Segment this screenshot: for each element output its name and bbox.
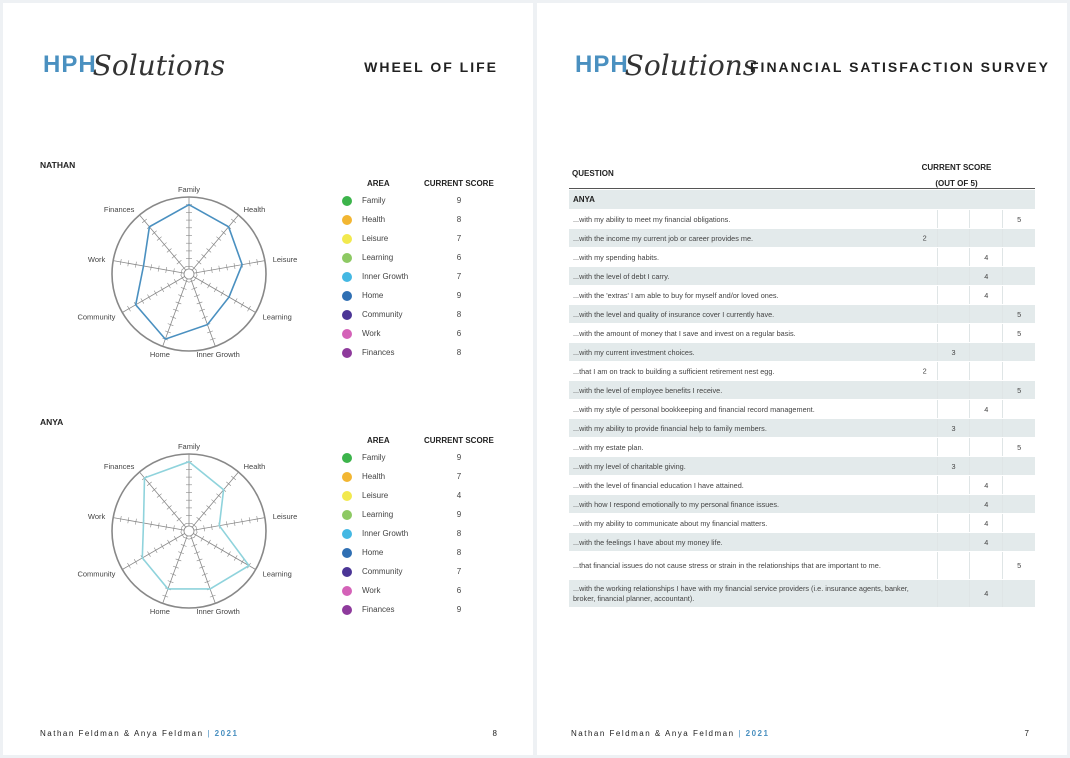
survey-score-cell (937, 248, 970, 267)
wheel-tick (201, 536, 204, 541)
legend-area-name: Work (362, 329, 381, 338)
survey-score-cell (1003, 248, 1035, 267)
wheel-area-label: Finances (103, 461, 135, 471)
survey-table (569, 190, 1035, 608)
legend-color-dot (342, 310, 352, 320)
wheel-tick (161, 544, 164, 549)
legend-row (338, 231, 508, 250)
footer-year: 2021 (214, 729, 239, 738)
footer-separator: | (207, 729, 211, 738)
survey-score-cell (937, 552, 970, 580)
survey-row (569, 229, 1035, 248)
legend-row (338, 488, 508, 507)
survey-question: ...with my current investment choices. (569, 343, 937, 362)
legend-score-header: CURRENT SCORE (424, 436, 494, 445)
survey-row (569, 362, 1035, 381)
legend-color-dot (342, 453, 352, 463)
survey-row (569, 580, 1035, 608)
wheel-tick (174, 536, 177, 541)
question-column-header: QUESTION (572, 169, 614, 178)
score-header-line1: CURRENT SCORE (921, 163, 992, 172)
wheel-tick (234, 555, 237, 560)
logo-solutions: Solutions (92, 49, 226, 82)
survey-row (569, 495, 1035, 514)
wheel-center (184, 526, 194, 536)
survey-question: ...with my estate plan. (569, 438, 937, 457)
wheel-area-label: Inner Growth (196, 606, 240, 616)
wheel-tick (221, 548, 224, 553)
legend-row (338, 469, 508, 488)
survey-score-cell (937, 533, 970, 552)
wheel-area-label: Home (149, 349, 170, 359)
survey-score-cell: 3 (937, 457, 970, 476)
legend-area-name: Leisure (362, 491, 389, 500)
survey-score-cell (1003, 580, 1035, 608)
score-column-header (914, 160, 999, 192)
legend-row (338, 345, 508, 364)
legend-color-dot (342, 291, 352, 301)
legend-nathan (338, 179, 508, 364)
survey-score-cell: 4 (970, 533, 1003, 552)
survey-question: ...with the level of debt I carry. (569, 267, 937, 286)
survey-row (569, 381, 1035, 400)
survey-score-cell (1003, 229, 1035, 248)
survey-score-cell: 5 (1003, 438, 1035, 457)
survey-question: ...with the amount of money that I save and invest on a regular basis. (569, 324, 937, 343)
legend-score-value: 9 (456, 291, 462, 300)
wheel-tick (248, 306, 251, 311)
legend-color-dot (342, 529, 352, 539)
legend-row (338, 288, 508, 307)
survey-score-cell (937, 362, 970, 381)
brand-logo (575, 47, 757, 82)
survey-score-cell: 4 (970, 495, 1003, 514)
legend-anya (338, 436, 508, 621)
wheel-tick (127, 563, 130, 568)
legend-color-dot (342, 348, 352, 358)
survey-score-cell (1003, 267, 1035, 286)
legend-area-name: Finances (362, 348, 395, 357)
wheel-tick (134, 559, 137, 564)
logo-hph: HPH (43, 50, 97, 78)
legend-color-dot (342, 329, 352, 339)
wheel-chart-anya (63, 440, 303, 620)
survey-table-header (569, 156, 1035, 189)
wheel-tick (167, 540, 170, 545)
legend-row (338, 307, 508, 326)
survey-question: ...with my ability to communicate about my financial matters. (569, 514, 937, 533)
page-number: 7 (1024, 729, 1029, 738)
survey-row (569, 286, 1035, 305)
survey-score-cell (937, 267, 970, 286)
legend-row (338, 212, 508, 231)
survey-question: ...with my ability to provide financial help to family members. (569, 419, 937, 438)
legend-area-name: Inner Growth (362, 272, 409, 281)
legend-score-value: 9 (456, 196, 462, 205)
wheel-tick (194, 532, 197, 537)
legend-header (338, 179, 508, 193)
survey-score-cell (970, 324, 1003, 343)
legend-color-dot (342, 272, 352, 282)
survey-row (569, 343, 1035, 362)
survey-score-cell (970, 419, 1003, 438)
survey-score-cell: 4 (970, 248, 1003, 267)
legend-color-dot (342, 567, 352, 577)
survey-question: ...with the level of financial education I have attained. (569, 476, 937, 495)
survey-score-cell (970, 457, 1003, 476)
footer-name-text: Nathan Feldman & Anya Feldman (571, 729, 735, 738)
wheel-tick (208, 540, 211, 545)
wheel-tick (181, 532, 184, 537)
survey-row (569, 324, 1035, 343)
survey-score-cell (1003, 514, 1035, 533)
survey-question: ...that financial issues do not cause stress or strain in the relationships that are important to me. (569, 552, 937, 580)
legend-score-value: 8 (456, 348, 462, 357)
footer-names (571, 729, 769, 738)
legend-area-name: Home (362, 291, 384, 300)
legend-color-dot (342, 548, 352, 558)
survey-question: ...with the level and quality of insurance cover I currently have. (569, 305, 937, 324)
survey-question: ...with the 'extras' I am able to buy for myself and/or loved ones. (569, 286, 937, 305)
legend-color-dot (342, 491, 352, 501)
survey-score-cell: 4 (970, 400, 1003, 419)
survey-score-cell (1003, 457, 1035, 476)
legend-color-dot (342, 196, 352, 206)
survey-score-cell (1003, 533, 1035, 552)
wheel-tick (234, 298, 237, 303)
legend-color-dot (342, 234, 352, 244)
wheel-tick (161, 287, 164, 292)
legend-area-header: AREA (367, 436, 390, 445)
wheel-area-label: Community (77, 312, 116, 322)
legend-area-name: Work (362, 586, 381, 595)
wheel-tick (174, 279, 177, 284)
wheel-of-life-page (3, 3, 533, 755)
person-label-anya: ANYA (40, 417, 64, 427)
survey-score-cell: 3 (937, 419, 970, 438)
legend-row (338, 507, 508, 526)
brand-logo (43, 47, 225, 82)
score-header-line2: (OUT OF 5) (935, 179, 978, 188)
survey-score-cell (937, 400, 970, 419)
survey-score-cell (937, 381, 970, 400)
legend-row (338, 583, 508, 602)
survey-row (569, 267, 1035, 286)
wheel-tick (167, 283, 170, 288)
legend-header (338, 436, 508, 450)
wheel-tick (241, 559, 244, 564)
financial-survey-page (537, 3, 1067, 755)
survey-score-cell: 4 (970, 286, 1003, 305)
wheel-tick (214, 287, 217, 292)
wheel-area-label: Family (177, 185, 201, 194)
legend-row (338, 326, 508, 345)
legend-row (338, 545, 508, 564)
wheel-tick (147, 552, 150, 557)
legend-area-name: Leisure (362, 234, 389, 243)
footer-year: 2021 (745, 729, 770, 738)
survey-score-cell (937, 210, 970, 229)
survey-score-cell (937, 438, 970, 457)
wheel-tick (214, 544, 217, 549)
survey-score-cell (1003, 419, 1035, 438)
wheel-tick (154, 548, 157, 553)
legend-score-value: 8 (456, 310, 462, 319)
page-number: 8 (492, 729, 497, 738)
legend-score-value: 6 (456, 586, 462, 595)
survey-score-value: 2 (922, 233, 927, 243)
survey-score-cell: 5 (1003, 305, 1035, 324)
legend-score-value: 7 (456, 472, 462, 481)
survey-score-cell (1003, 400, 1035, 419)
survey-row (569, 438, 1035, 457)
legend-area-name: Finances (362, 605, 395, 614)
survey-row (569, 305, 1035, 324)
legend-area-name: Learning (362, 510, 394, 519)
legend-score-value: 6 (456, 329, 462, 338)
survey-question: ...with the feelings I have about my money life. (569, 533, 937, 552)
survey-score-cell: 3 (937, 343, 970, 362)
wheel-tick (194, 275, 197, 280)
wheel-tick (241, 302, 244, 307)
wheel-area-label: Family (177, 442, 201, 451)
survey-row (569, 476, 1035, 495)
survey-row (569, 248, 1035, 267)
wheel-area-label: Health (243, 204, 266, 214)
legend-score-header: CURRENT SCORE (424, 179, 494, 188)
survey-score-cell (937, 286, 970, 305)
survey-row (569, 533, 1035, 552)
page-title: WHEEL OF LIFE (364, 59, 498, 75)
survey-row (569, 514, 1035, 533)
wheel-area-label: Learning (262, 312, 292, 322)
survey-score-cell (970, 381, 1003, 400)
survey-score-cell (937, 476, 970, 495)
wheel-center (184, 269, 194, 279)
survey-score-cell: 4 (970, 514, 1003, 533)
survey-score-cell (937, 229, 970, 248)
survey-question: ...with the level of employee benefits I receive. (569, 381, 937, 400)
survey-group-row (569, 190, 1035, 210)
survey-score-cell: 4 (970, 580, 1003, 608)
survey-question: ...with how I respond emotionally to my personal finance issues. (569, 495, 937, 514)
wheel-area-label: Leisure (272, 255, 298, 265)
legend-color-dot (342, 472, 352, 482)
wheel-tick (221, 291, 224, 296)
survey-score-cell (970, 229, 1003, 248)
survey-score-cell (937, 580, 970, 608)
legend-area-name: Home (362, 548, 384, 557)
legend-row (338, 250, 508, 269)
survey-row (569, 210, 1035, 229)
wheel-area-label: Health (243, 461, 266, 471)
wheel-chart-nathan (63, 183, 303, 363)
legend-score-value: 7 (456, 234, 462, 243)
survey-score-cell (970, 362, 1003, 381)
legend-color-dot (342, 605, 352, 615)
legend-row (338, 602, 508, 621)
legend-score-value: 9 (456, 605, 462, 614)
wheel-area-label: Inner Growth (196, 349, 240, 359)
legend-score-value: 9 (456, 510, 462, 519)
legend-color-dot (342, 510, 352, 520)
survey-score-cell (937, 495, 970, 514)
legend-score-value: 7 (456, 567, 462, 576)
survey-score-cell (970, 305, 1003, 324)
survey-score-cell (970, 438, 1003, 457)
survey-score-cell (1003, 343, 1035, 362)
wheel-area-label: Learning (262, 569, 292, 579)
wheel-tick (181, 275, 184, 280)
survey-score-cell (1003, 362, 1035, 381)
person-label-nathan: NATHAN (40, 160, 76, 170)
wheel-area-label: Home (149, 606, 170, 616)
survey-score-cell (970, 210, 1003, 229)
footer-separator: | (738, 729, 742, 738)
wheel-area-label: Community (77, 569, 116, 579)
legend-area-name: Inner Growth (362, 529, 409, 538)
legend-row (338, 269, 508, 288)
footer-names (40, 729, 238, 738)
legend-row (338, 526, 508, 545)
wheel-tick (208, 283, 211, 288)
survey-group-label: ANYA (569, 190, 1035, 210)
survey-row (569, 419, 1035, 438)
logo-solutions: Solutions (624, 49, 758, 82)
legend-area-name: Family (362, 453, 386, 462)
legend-area-name: Community (362, 310, 403, 319)
legend-score-value: 6 (456, 253, 462, 262)
page-title: FINANCIAL SATISFACTION SURVEY (750, 59, 1050, 75)
legend-area-name: Health (362, 215, 386, 224)
wheel-tick (141, 298, 144, 303)
survey-score-cell: 4 (970, 267, 1003, 286)
legend-area-header: AREA (367, 179, 390, 188)
wheel-tick (201, 279, 204, 284)
survey-score-cell: 5 (1003, 381, 1035, 400)
legend-score-value: 9 (456, 453, 462, 462)
wheel-area-label: Finances (103, 204, 135, 214)
survey-score-cell (1003, 286, 1035, 305)
survey-question: ...that I am on track to building a sufficient retirement nest egg. 2 (569, 362, 937, 381)
legend-color-dot (342, 586, 352, 596)
survey-score-cell (937, 514, 970, 533)
wheel-tick (127, 306, 130, 311)
survey-score-cell (937, 305, 970, 324)
survey-row (569, 457, 1035, 476)
legend-color-dot (342, 253, 352, 263)
survey-score-cell (1003, 495, 1035, 514)
survey-score-cell (970, 552, 1003, 580)
legend-area-name: Learning (362, 253, 394, 262)
survey-score-cell: 4 (970, 476, 1003, 495)
survey-score-cell: 5 (1003, 210, 1035, 229)
footer-name-text: Nathan Feldman & Anya Feldman (40, 729, 204, 738)
survey-score-cell (970, 343, 1003, 362)
wheel-tick (154, 291, 157, 296)
legend-area-name: Family (362, 196, 386, 205)
survey-score-value: 2 (922, 366, 927, 376)
survey-row (569, 400, 1035, 419)
survey-question: ...with my level of charitable giving. (569, 457, 937, 476)
survey-question: ...with my ability to meet my financial obligations. (569, 210, 937, 229)
survey-question: ...with the working relationships I have with my financial service providers (i.e. insurance agents, banker, broker, financial planner, accountant). (569, 580, 937, 608)
survey-score-cell (1003, 476, 1035, 495)
legend-score-value: 8 (456, 529, 462, 538)
survey-score-cell (937, 324, 970, 343)
wheel-area-label: Work (87, 255, 106, 265)
wheel-area-label: Work (87, 512, 106, 522)
logo-hph: HPH (575, 50, 629, 78)
legend-score-value: 4 (456, 491, 462, 500)
survey-row (569, 552, 1035, 580)
legend-row (338, 193, 508, 212)
legend-color-dot (342, 215, 352, 225)
wheel-tick (147, 295, 150, 300)
survey-question: ...with my spending habits. (569, 248, 937, 267)
legend-score-value: 8 (456, 215, 462, 224)
legend-area-name: Health (362, 472, 386, 481)
legend-score-value: 7 (456, 272, 462, 281)
survey-question: ...with my style of personal bookkeeping and financial record management. (569, 400, 937, 419)
survey-score-cell: 5 (1003, 324, 1035, 343)
survey-question: ...with the income my current job or career provides me. 2 (569, 229, 937, 248)
legend-row (338, 450, 508, 469)
wheel-area-label: Leisure (272, 512, 298, 522)
legend-row (338, 564, 508, 583)
legend-area-name: Community (362, 567, 403, 576)
survey-score-cell: 5 (1003, 552, 1035, 580)
legend-score-value: 8 (456, 548, 462, 557)
wheel-tick (228, 552, 231, 557)
